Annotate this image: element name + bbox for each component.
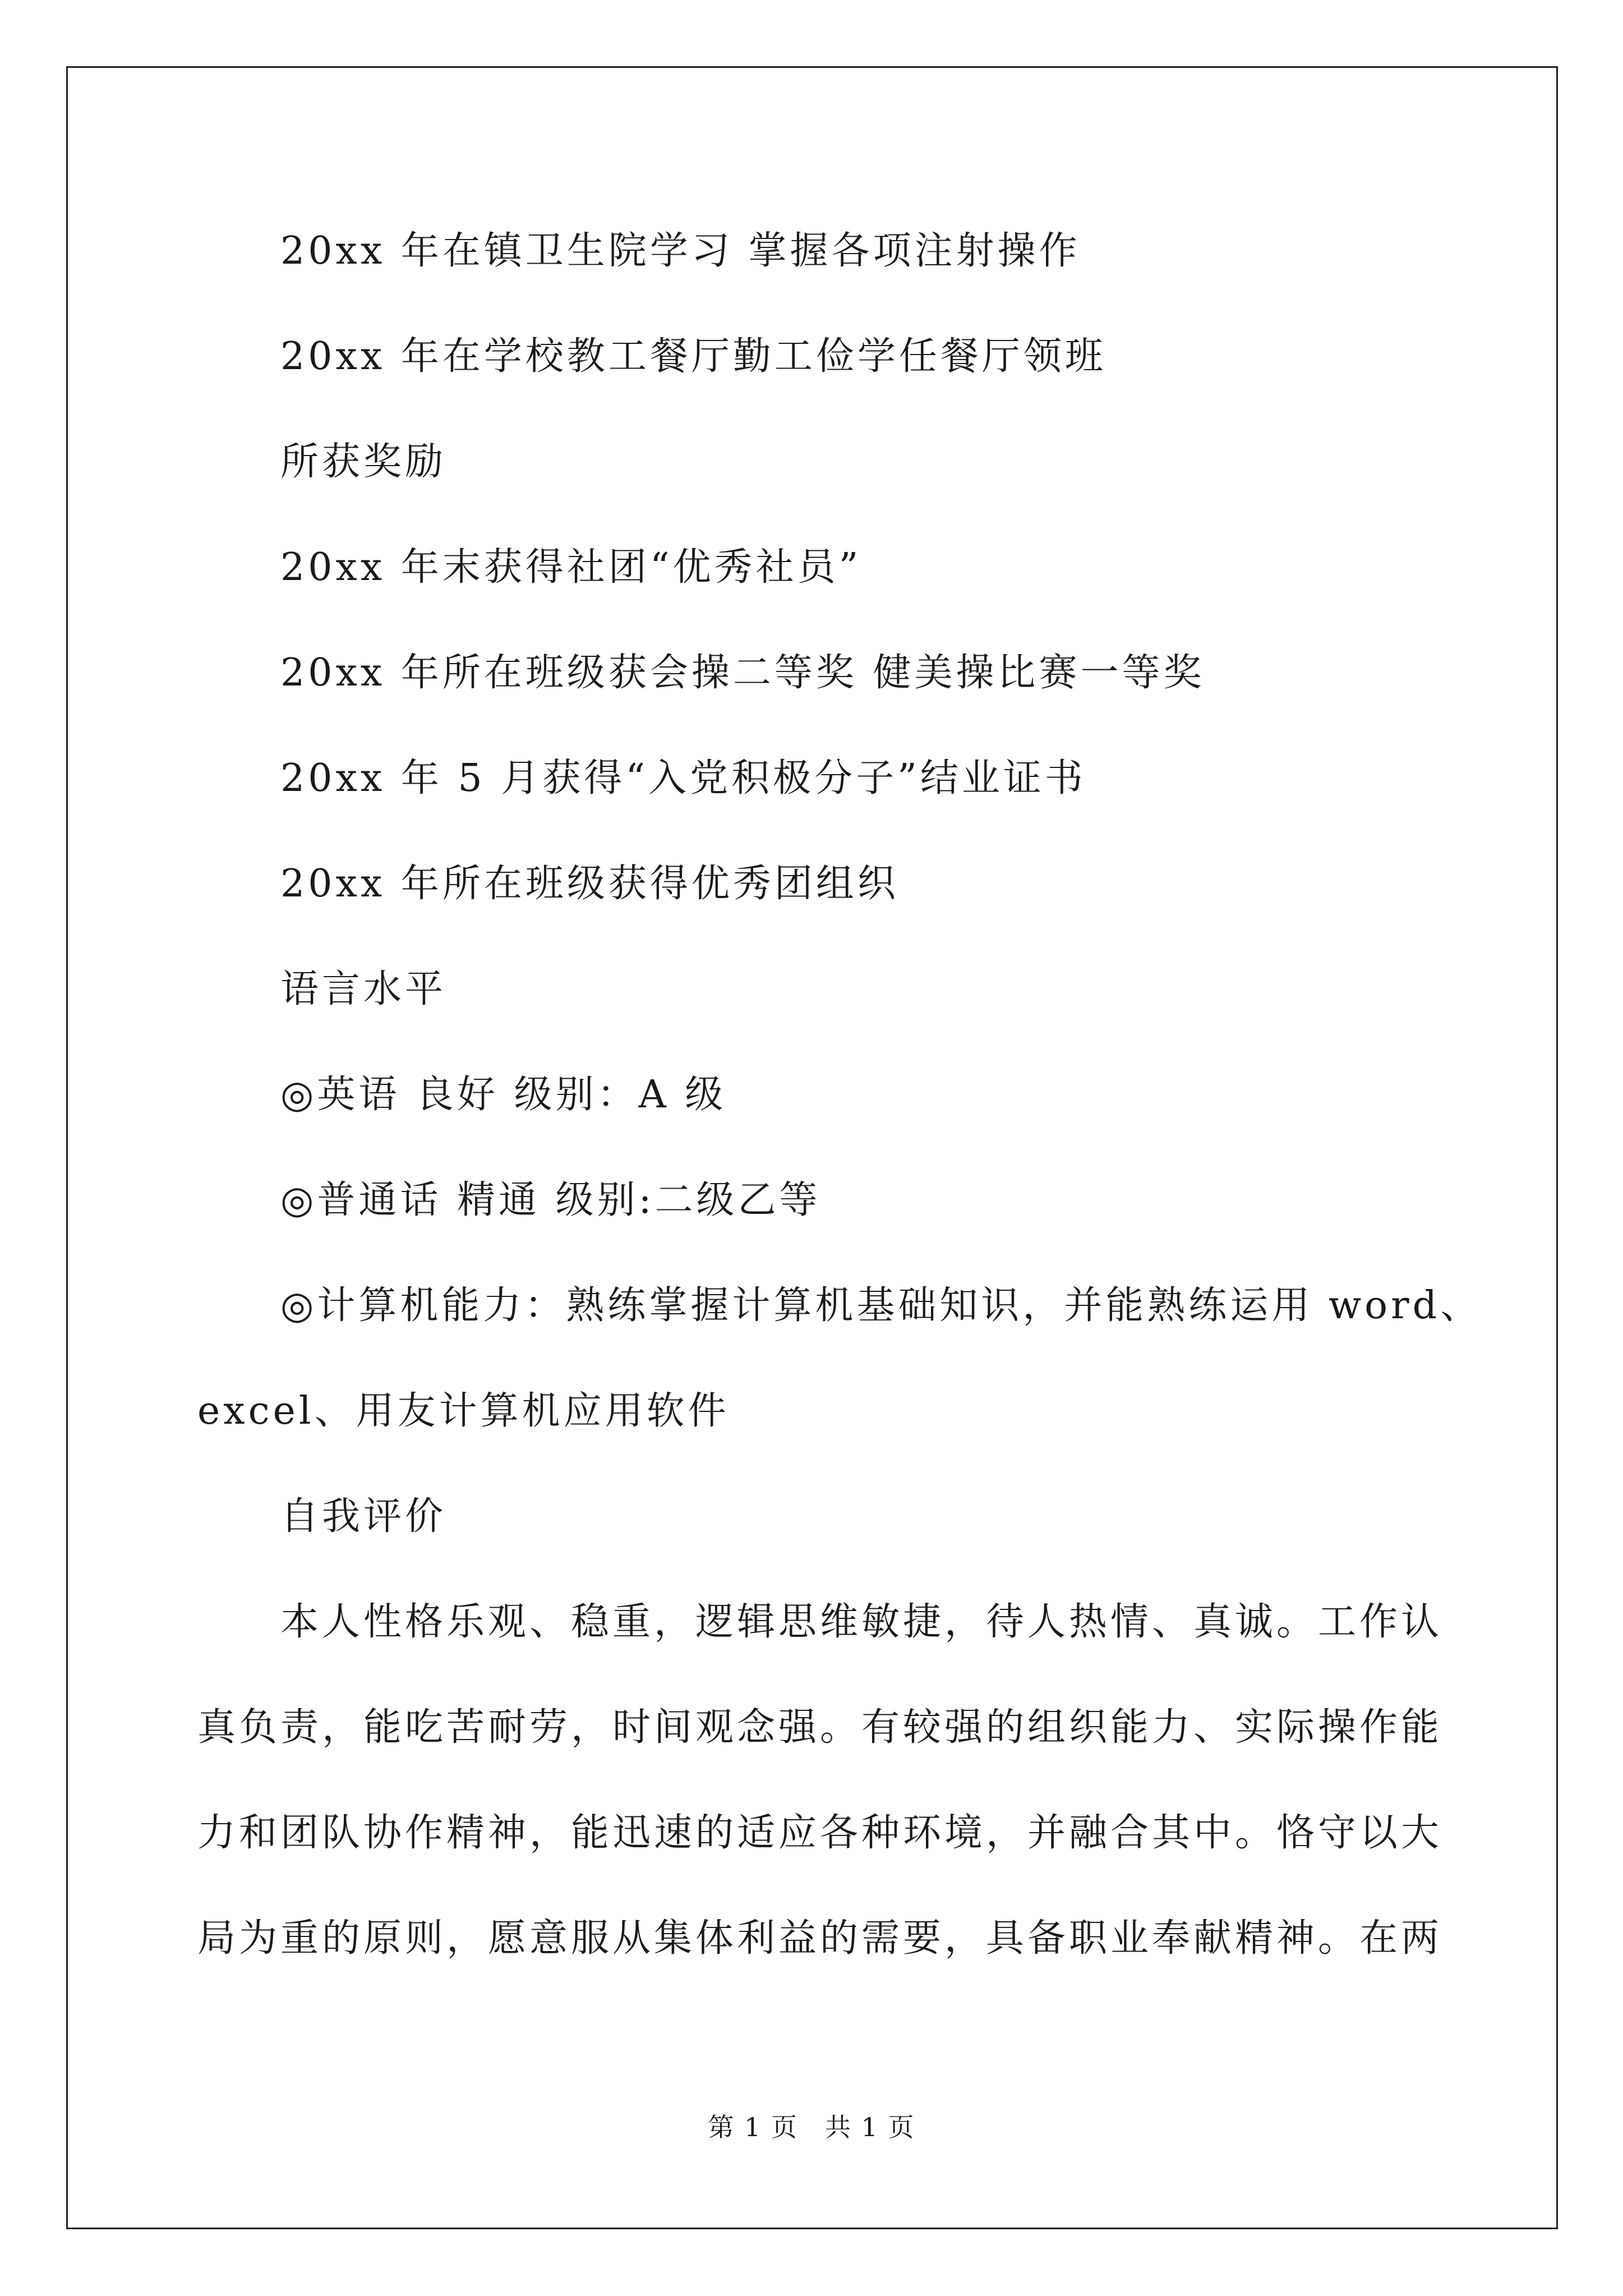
paragraph-line: 真负责，能吃苦耐劳，时间观念强。有较强的组织能力、实际操作能 [197, 1705, 1443, 1750]
section-heading-self-evaluation: 自我评价 [280, 1494, 447, 1539]
text-line: ◎普通话 精通 级别:二级乙等 [280, 1178, 821, 1222]
text-line: 20xx 年 5 月获得“入党积极分子”结业证书 [280, 756, 1086, 800]
text-line: excel、用友计算机应用软件 [197, 1389, 730, 1433]
paragraph-line: 本人性格乐观、稳重，逻辑思维敏捷，待人热情、真诚。工作认 [280, 1600, 1443, 1644]
page-total: 共 1 页 [825, 2112, 915, 2142]
section-heading-awards: 所获奖励 [280, 440, 447, 484]
text-line: 20xx 年在镇卫生院学习 掌握各项注射操作 [280, 229, 1081, 273]
text-line: 20xx 年末获得社团“优秀社员” [280, 545, 862, 590]
text-line: 20xx 年在学校教工餐厅勤工俭学任餐厅领班 [280, 334, 1106, 379]
section-heading-language: 语言水平 [280, 967, 447, 1011]
paragraph-line: 局为重的原则，愿意服从集体利益的需要，具备职业奉献精神。在两 [197, 1916, 1443, 1961]
page-border [66, 66, 1558, 2229]
text-line: 20xx 年所在班级获会操二等奖 健美操比赛一等奖 [280, 651, 1205, 695]
page-footer [0, 2110, 1623, 2144]
page-number: 第 1 页 [708, 2112, 798, 2142]
paragraph-line: 力和团队协作精神，能迅速的适应各种环境，并融合其中。恪守以大 [197, 1811, 1443, 1855]
text-line: ◎英语 良好 级别：A 级 [280, 1073, 727, 1117]
text-line: ◎计算机能力：熟练掌握计算机基础知识，并能熟练运用 word、 [280, 1283, 1482, 1328]
text-line: 20xx 年所在班级获得优秀团组织 [280, 862, 899, 906]
